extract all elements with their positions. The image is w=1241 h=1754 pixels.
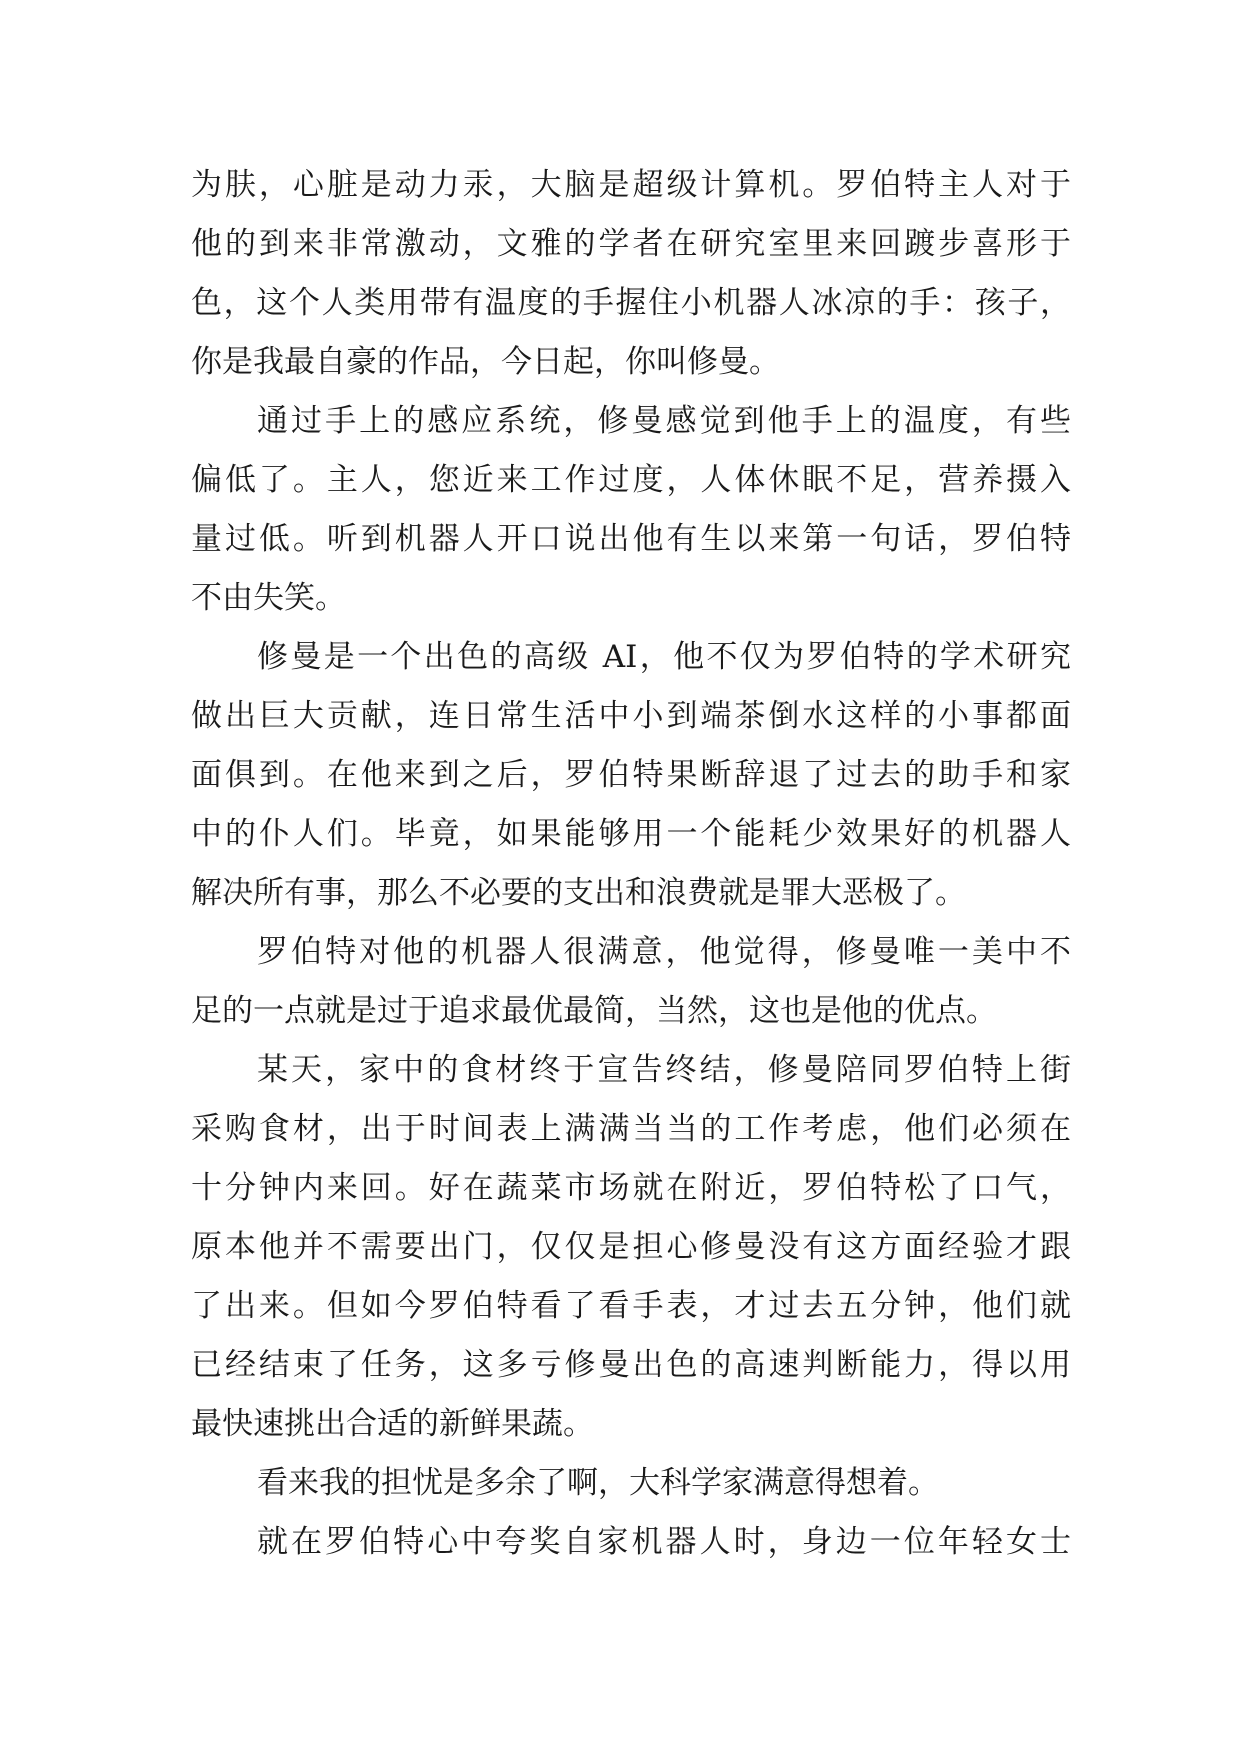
text-line: 采购食材，出于时间表上满满当当的工作考虑，他们必须在 — [191, 1111, 1071, 1147]
text-line: 十分钟内来回。好在蔬菜市场就在附近，罗伯特松了口气， — [191, 1170, 1071, 1206]
text-line: 已经结束了任务，这多亏修曼出色的高速判断能力，得以用 — [191, 1347, 1071, 1383]
text-line: 了出来。但如今罗伯特看了看手表，才过去五分钟，他们就 — [191, 1288, 1071, 1324]
text-line: 足的一点就是过于追求最优最简，当然，这也是他的优点。 — [191, 993, 997, 1029]
text-line: 量过低。听到机器人开口说出他有生以来第一句话，罗伯特 — [191, 521, 1071, 557]
text-line: 原本他并不需要出门，仅仅是担心修曼没有这方面经验才跟 — [191, 1229, 1071, 1265]
text-line: 色，这个人类用带有温度的手握住小机器人冰凉的手：孩子， — [191, 285, 1071, 321]
text-line: 面俱到。在他来到之后，罗伯特果断辞退了过去的助手和家 — [191, 757, 1071, 793]
text-line: 罗伯特对他的机器人很满意，他觉得，修曼唯一美中不 — [257, 934, 1071, 970]
text-line: 解决所有事，那么不必要的支出和浪费就是罪大恶极了。 — [191, 875, 966, 911]
text-line: 偏低了。主人，您近来工作过度，人体休眠不足，营养摄入 — [191, 462, 1071, 498]
text-line: 中的仆人们。毕竟，如果能够用一个能耗少效果好的机器人 — [191, 816, 1071, 852]
text-line: 通过手上的感应系统，修曼感觉到他手上的温度，有些 — [257, 403, 1071, 439]
text-line: 最快速挑出合适的新鲜果蔬。 — [191, 1406, 594, 1442]
text-line: 看来我的担忧是多余了啊，大科学家满意得想着。 — [257, 1465, 939, 1501]
text-line: 为肤，心脏是动力汞，大脑是超级计算机。罗伯特主人对于 — [191, 167, 1071, 203]
text-line: 你是我最自豪的作品，今日起，你叫修曼。 — [191, 344, 780, 380]
text-line: 就在罗伯特心中夸奖自家机器人时，身边一位年轻女士 — [257, 1524, 1071, 1560]
text-line: 不由失笑。 — [191, 580, 346, 616]
text-line: 他的到来非常激动，文雅的学者在研究室里来回踱步喜形于 — [191, 226, 1071, 262]
text-line: 修曼是一个出色的高级 AI，他不仅为罗伯特的学术研究 — [257, 639, 1071, 675]
body-text — [191, 156, 1071, 1572]
text-line: 某天，家中的食材终于宣告终结，修曼陪同罗伯特上街 — [257, 1052, 1071, 1088]
text-line: 做出巨大贡献，连日常生活中小到端茶倒水这样的小事都面 — [191, 698, 1071, 734]
